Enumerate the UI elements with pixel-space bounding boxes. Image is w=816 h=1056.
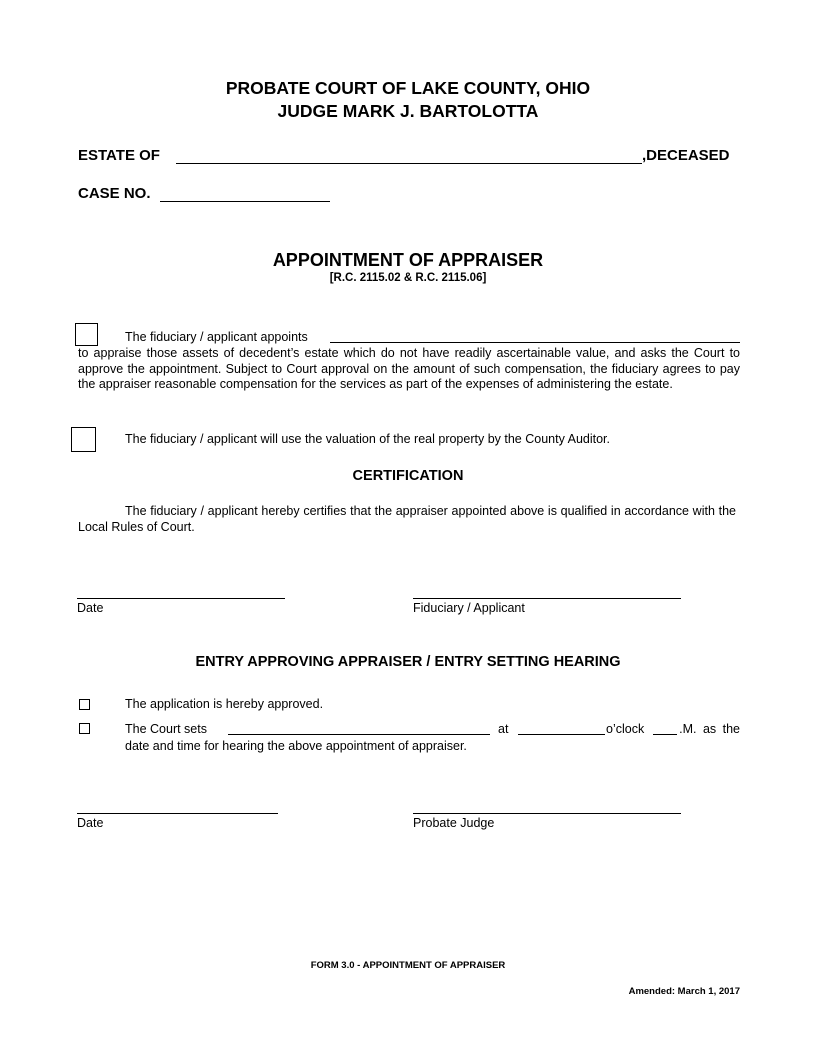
case-no-field[interactable] [160, 185, 330, 202]
estate-name-field[interactable] [176, 147, 642, 164]
judge-signature-line[interactable] [413, 813, 681, 814]
footer-form-name: FORM 3.0 - APPOINTMENT OF APPRAISER [310, 960, 506, 971]
oclock-label: o’clock [606, 722, 645, 736]
cert-date-label: Date [77, 601, 104, 615]
case-no-label: CASE NO. [78, 185, 151, 202]
court-sets-label: The Court sets [125, 722, 207, 736]
hearing-date-field[interactable] [228, 734, 490, 735]
hearing-checkbox[interactable] [79, 723, 90, 734]
judge-name: JUDGE MARK J. BARTOLOTTA [277, 101, 539, 121]
form-title: APPOINTMENT OF APPRAISER [272, 250, 544, 270]
fiduciary-signature-line[interactable] [413, 598, 681, 599]
approved-text: The application is hereby approved. [125, 697, 324, 711]
approved-checkbox[interactable] [79, 699, 90, 710]
footer-amended: Amended: March 1, 2017 [628, 986, 740, 997]
hearing-time-field[interactable] [518, 734, 605, 735]
entry-date-label: Date [77, 816, 104, 830]
estate-label: ESTATE OF [78, 147, 160, 164]
deceased-label: ,DECEASED [642, 147, 730, 164]
entry-date-line[interactable] [77, 813, 278, 814]
m-as-the-label: .M. as the [679, 722, 740, 736]
certification-heading: CERTIFICATION [352, 468, 464, 484]
entry-heading: ENTRY APPROVING APPRAISER / ENTRY SETTING HEARING [195, 654, 621, 670]
statute-reference: [R.C. 2115.02 & R.C. 2115.06] [329, 272, 487, 284]
county-auditor-text: The fiduciary / applicant will use the valuation of the real property by the County Auditor. [125, 432, 610, 446]
appoints-body-text: to appraise those assets of decedent’s estate which do not have readily ascertainable value, and asks the Court to approve the appointment. Subject to Court approval on the amount of such compensation, the fiduciary agrees to pay the appraiser reasonable compensation for the services as part of the expenses of administering the estate. [78, 346, 740, 391]
certification-text: The fiduciary / applicant hereby certifies that the appraiser appointed above is qualified in accordance with the Local Rules of Court. [78, 504, 736, 534]
cert-date-line[interactable] [77, 598, 285, 599]
at-label: at [498, 722, 509, 736]
county-auditor-checkbox[interactable] [71, 427, 96, 452]
fiduciary-label: Fiduciary / Applicant [413, 601, 525, 615]
court-name: PROBATE COURT OF LAKE COUNTY, OHIO [225, 78, 591, 98]
probate-judge-label: Probate Judge [413, 816, 495, 830]
am-pm-field[interactable] [653, 734, 677, 735]
appoints-lead-text: The fiduciary / applicant appoints [125, 330, 308, 344]
hearing-line2-text: date and time for hearing the above appointment of appraiser. [125, 739, 467, 753]
appraiser-name-field[interactable] [330, 342, 740, 343]
appoint-appraiser-checkbox[interactable] [75, 323, 98, 346]
